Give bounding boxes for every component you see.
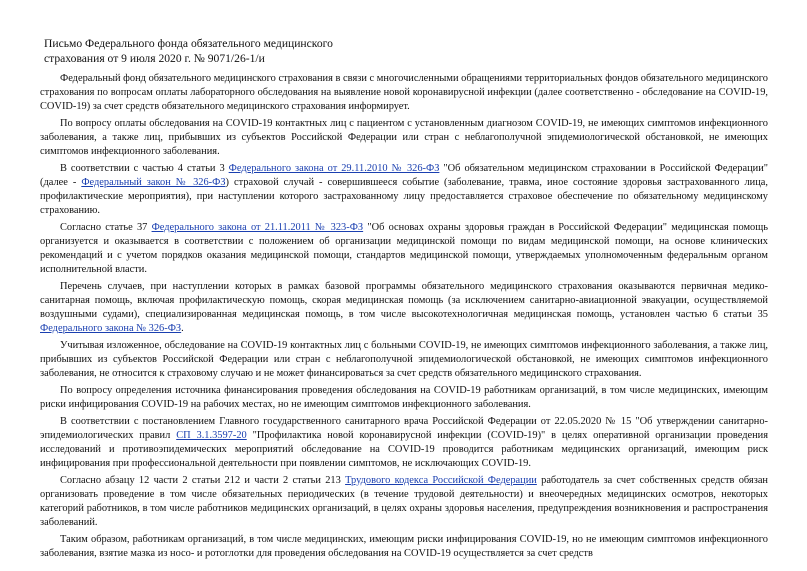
paragraph-9-text-2: работодатель за счет собственных средств обязан организовать проведение в том числе обязательных периодических (в течение трудовой деятельности) и внеочередных медицинских осмотров, некоторых категорий работников, в том числе работников медицинских организаций, в целях охраны здоровья населения, предупреждения возникновения и распространения заболеваний.	[40, 474, 768, 528]
title-line-1: Письмо Федерального фонда обязательного медицинского	[44, 37, 333, 50]
law-326-fz-link[interactable]: Федерального закона от 29.11.2010 № 326-ФЗ	[228, 163, 440, 175]
document-body	[40, 72, 768, 564]
law-326-fz-short-link[interactable]: Федеральный закон № 326-ФЗ	[81, 176, 226, 188]
paragraph-8	[40, 415, 768, 471]
paragraph-8-text-2: "Профилактика новой коронавирусной инфекции (COVID-19)" в целях оперативной организации проведения исследований и противоэпидемических мероприятий обследование на COVID-19 проводится работникам медицинских организаций, имеющим риск инфицирования при профессиональной деятельности при появлении симптомов, не исключающих COVID-19.	[40, 429, 769, 469]
paragraph-10: Таким образом, работникам организаций, в том числе медицинских, имеющим риски инфицирования COVID-19, но не имеющим симптомов инфекционного заболевания, взятие мазка из носо- и ротоглотки для проведения обследования на COVID-19 осуществляется за счет средств	[40, 533, 768, 559]
law-323-fz-link[interactable]: Федерального закона от 21.11.2011 № 323-ФЗ	[151, 221, 364, 233]
paragraph-3	[40, 162, 768, 218]
labor-code-link[interactable]: Трудового кодекса Российской Федерации	[345, 474, 537, 486]
paragraph-4	[40, 221, 768, 277]
paragraph-8-text-1: В соответствии с постановлением Главного государственного санитарного врача Российской Федерации от 22.05.2020 № 15 "Об утверждении санитарно-эпидемиологических правил	[40, 415, 768, 441]
title-line-2: страхования от 9 июля 2020 г. № 9071/26-1/и	[44, 52, 265, 65]
paragraph-2: По вопросу оплаты обследования на COVID-19 контактных лиц с пациентом с установленным диагнозом COVID-19, не имеющих симптомов инфекционного заболевания, а также лиц, прибывших из субъектов Российской Федерации или стран с неблагополучной эпидемиологической обстановкой, не имеющих симптомов инфекционного заболевания.	[40, 118, 768, 157]
paragraph-3-text-3: ) страховой случай - совершившееся событие (заболевание, травма, иное состояние здоровья застрахованного лица, профилактические мероприятия), при наступлении которого застрахованному лицу предоставляется страховое обеспечение по обязательному медицинскому страхованию.	[40, 176, 769, 216]
paragraph-9	[40, 474, 768, 530]
paragraph-4-text-1: Согласно статье 37	[60, 221, 152, 233]
paragraph-4-text-2: "Об основах охраны здоровья граждан в Российской Федерации" медицинская помощь организуется и оказывается в соответствии с положением об организации медицинской помощи по видам медицинской помощи, на основе клинических рекомендаций и с учетом порядков оказания медицинской помощи, стандартов медицинской помощи, утверждаемых уполномоченным федеральным органом исполнительной власти.	[40, 221, 768, 275]
paragraph-5-text-2: .	[181, 322, 184, 334]
paragraph-3-text-2: "Об обязательном медицинском страховании в Российской Федерации" (далее -	[40, 163, 768, 188]
paragraph-3-text-1: В соответствии с частью 4 статьи 3	[60, 163, 229, 175]
law-326-fz-article-35-link[interactable]: Федерального закона № 326-ФЗ	[40, 322, 182, 334]
paragraph-9-text-1: Согласно абзацу 12 части 2 статьи 212 и части 2 статьи 213	[60, 474, 346, 486]
paragraph-5	[40, 280, 768, 336]
sp-3-1-3597-20-link[interactable]: СП 3.1.3597-20	[176, 429, 247, 441]
paragraph-7: По вопросу определения источника финансирования проведения обследования на COVID-19 работникам организаций, в том числе медицинских, имеющим риски инфицирования COVID-19 на рабочих местах, но не имеющим симптомов инфекционного заболевания.	[40, 384, 768, 410]
paragraph-1: Федеральный фонд обязательного медицинского страхования в связи с многочисленными обращениями территориальных фондов обязательного медицинского страхования по вопросам оплаты лабораторного обследования на выявление новой коронавирусной инфекции (далее соответственно - обследование на COVID-19, COVID-19) за счет средств обязательного медицинского страхования информирует.	[40, 73, 768, 112]
paragraph-6: Учитывая изложенное, обследование на COVID-19 контактных лиц с больными COVID-19, не имеющих симптомов инфекционного заболевания, а также лиц, прибывших из субъектов Российской Федерации или стран с неблагополучной эпидемиологической обстановкой, не имеющих симптомов инфекционного заболевания, не относится к страховому случаю и не может финансироваться за счет средств обязательного медицинского страхования.	[40, 339, 768, 379]
document-title	[44, 36, 333, 66]
paragraph-5-text-1: Перечень случаев, при наступлении которых в рамках базовой программы обязательного медицинского страхования оказываются первичная медико-санитарная помощь, включая профилактическую помощь, скорая медицинская помощь (за исключением санитарно-авиационной эвакуации, осуществляемой воздушными судами), специализированная медицинская помощь, в том числе высокотехнологичная медицинская помощь, установлен частью 6 статьи 35	[40, 280, 768, 320]
